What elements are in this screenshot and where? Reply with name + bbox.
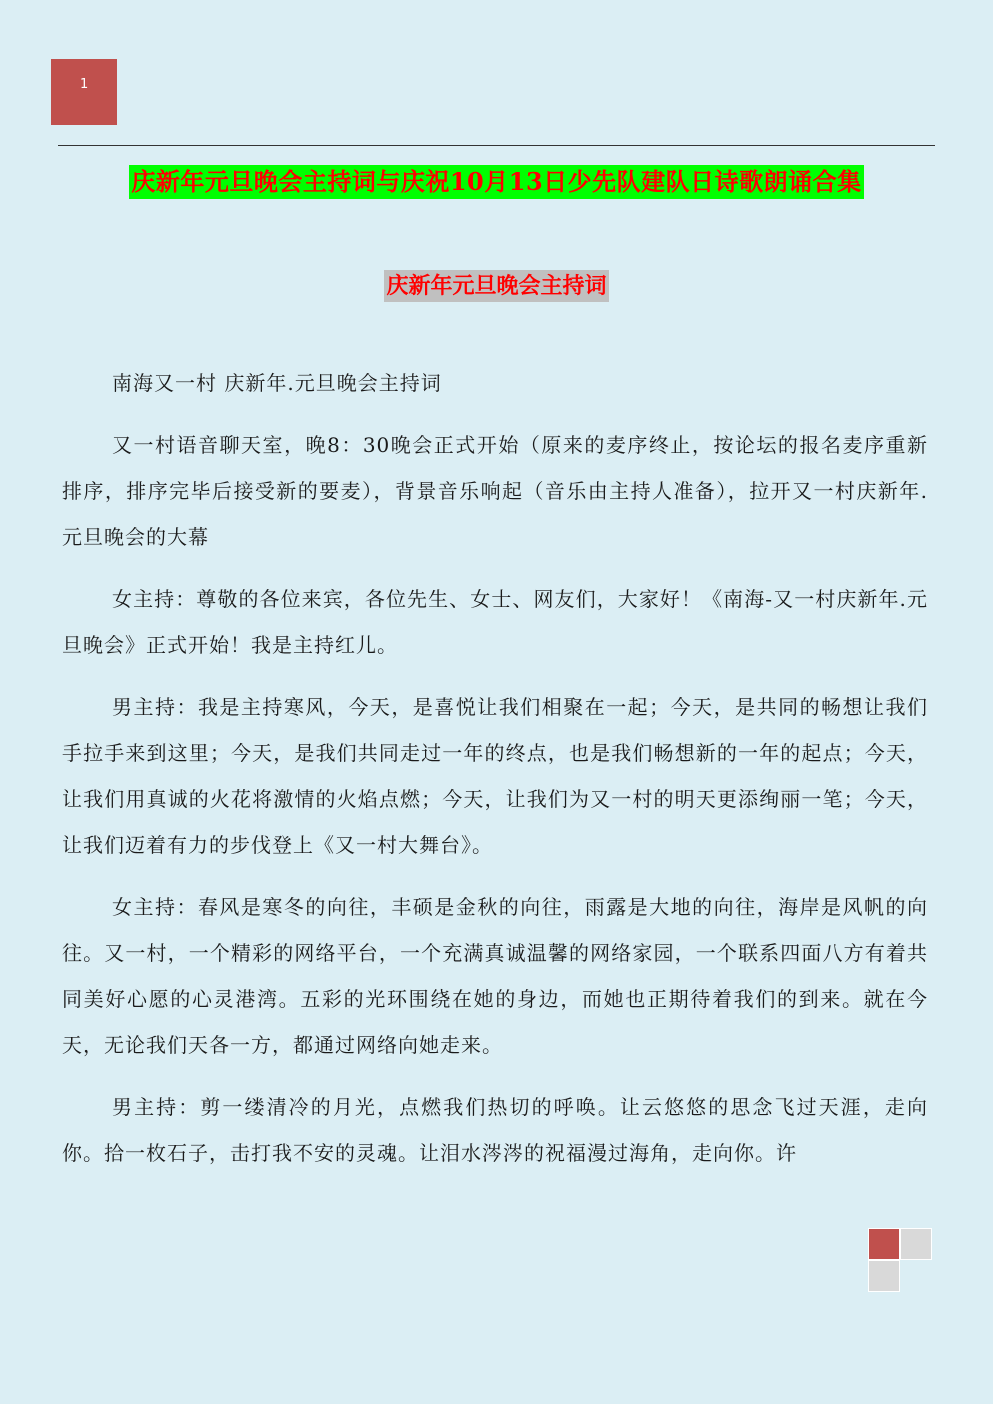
paragraph-male-host-2: 男主持：剪一缕清冷的月光，点燃我们热切的呼唤。让云悠悠的思念飞过天涯，走向你。拾一枚石子，击打我不安的灵魂。让泪水涔涔的祝福漫过海角，走向你。许 — [62, 1095, 928, 1165]
decoration-block-gray — [900, 1228, 932, 1260]
page-number-badge — [51, 59, 117, 125]
section-title-container — [0, 270, 993, 302]
corner-decoration — [868, 1228, 934, 1294]
document-title: 庆新年元旦晚会主持词与庆祝10月13日少先队建队日诗歌朗诵合集 — [129, 165, 863, 199]
main-title-container — [0, 165, 993, 199]
section-title: 庆新年元旦晚会主持词 — [384, 270, 608, 302]
paragraph-intro: 南海又一村 庆新年.元旦晚会主持词 — [112, 371, 442, 395]
paragraph-female-host-1: 女主持：尊敬的各位来宾，各位先生、女士、网友们，大家好！《南海-又一村庆新年.元旦晚会》正式开始！我是主持红儿。 — [62, 587, 928, 657]
decoration-block-gray — [868, 1260, 900, 1292]
paragraph-male-host-1: 男主持：我是主持寒风，今天，是喜悦让我们相聚在一起；今天，是共同的畅想让我们手拉手来到这里；今天，是我们共同走过一年的终点，也是我们畅想新的一年的起点；今天，让我们用真诚的火花将激情的火焰点燃；今天，让我们为又一村的明天更添绚丽一笔；今天，让我们迈着有力的步伐登上《又一村大舞台》。 — [62, 695, 928, 857]
paragraph-female-host-2: 女主持：春风是寒冬的向往，丰硕是金秋的向往，雨露是大地的向往，海岸是风帆的向往。又一村，一个精彩的网络平台，一个充满真诚温馨的网络家园，一个联系四面八方有着共同美好心愿的心灵港湾。五彩的光环围绕在她的身边，而她也正期待着我们的到来。就在今天，无论我们天各一方，都通过网络向她走来。 — [62, 895, 928, 1057]
document-body — [62, 360, 928, 1192]
page-number: 1 — [80, 77, 89, 92]
decoration-block-red — [868, 1228, 900, 1260]
header-divider — [58, 145, 935, 146]
paragraph-opening: 又一村语音聊天室，晚8：30晚会正式开始（原来的麦序终止，按论坛的报名麦序重新排序，排序完毕后接受新的要麦），背景音乐响起（音乐由主持人准备），拉开又一村庆新年.元旦晚会的大幕 — [62, 433, 928, 549]
